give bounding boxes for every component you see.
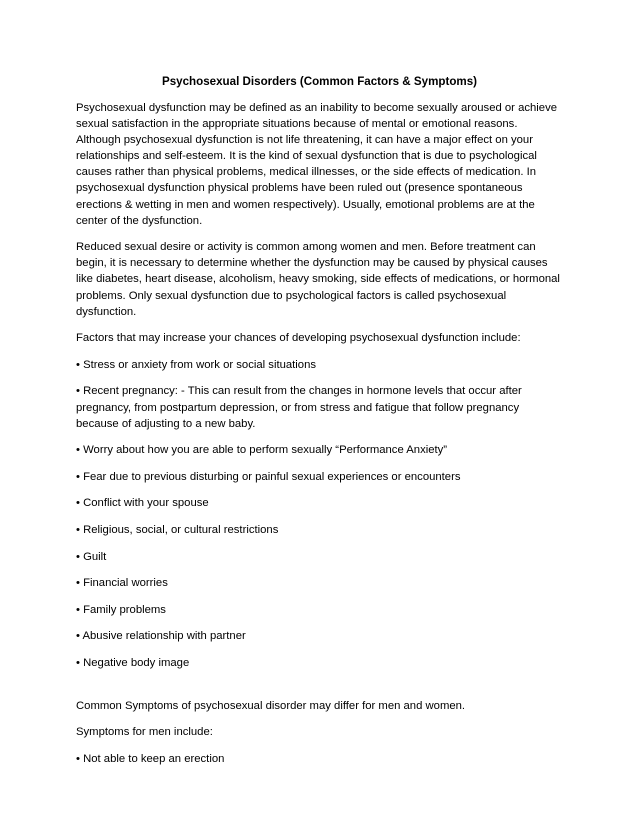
list-item: • Abusive relationship with partner xyxy=(76,630,246,643)
list-item: • Stress or anxiety from work or social situations xyxy=(76,358,317,371)
document-page xyxy=(76,74,563,777)
list-item: • Conflict with your spouse xyxy=(76,497,209,510)
section-spacer xyxy=(76,682,563,698)
factors-list xyxy=(76,357,563,671)
list-item: • Religious, social, or cultural restrictions xyxy=(76,523,279,536)
intro-paragraph: Psychosexual dysfunction may be defined as an inability to become sexually aroused or achieve sexual satisfaction in the appropriate situations because of mental or emotional reasons. Although psychosexual dysfunction is not life threatening, it can have a major effect on your relationships and self-esteem. It is the kind of sexual dysfunction that is due to psychological causes rather than physical problems, medical illnesses, or the side effects of medication. In psychosexual dysfunction physical problems have been ruled out (presence spontaneous erections & wetting in men and women respectively). Usually, emotional problems are at the center of the dysfunction. xyxy=(76,102,558,227)
list-item: • Not able to keep an erection xyxy=(76,752,225,765)
list-item: • Recent pregnancy: - This can result from the changes in hormone levels that occur after pregnancy, from postpartum depression, or from stress and fatigue that follow pregnancy because of adjusting to a new baby. xyxy=(76,385,522,430)
list-item: • Worry about how you are able to perform sexually “Performance Anxiety” xyxy=(76,444,448,457)
list-item: • Guilt xyxy=(76,550,107,563)
list-item: • Fear due to previous disturbing or painful sexual experiences or encounters xyxy=(76,470,461,483)
men-symptoms-heading: Symptoms for men include: xyxy=(76,726,213,739)
document-title: Psychosexual Disorders (Common Factors & Symptoms) xyxy=(161,75,478,88)
men-symptoms-list xyxy=(76,751,563,767)
list-item: • Financial worries xyxy=(76,577,168,590)
list-item: • Negative body image xyxy=(76,656,190,669)
list-item: • Family problems xyxy=(76,603,166,616)
causes-paragraph: Reduced sexual desire or activity is common among women and men. Before treatment can begin, it is necessary to determine whether the dysfunction may be caused by physical causes like diabetes, heart disease, alcoholism, heavy smoking, side effects of medications, or hormonal problems. Only sexual dysfunction due to psychological factors is called psychosexual dysfunction. xyxy=(76,241,560,318)
symptoms-intro: Common Symptoms of psychosexual disorder may differ for men and women. xyxy=(76,699,466,712)
factors-intro: Factors that may increase your chances of developing psychosexual dysfunction include: xyxy=(76,332,521,345)
